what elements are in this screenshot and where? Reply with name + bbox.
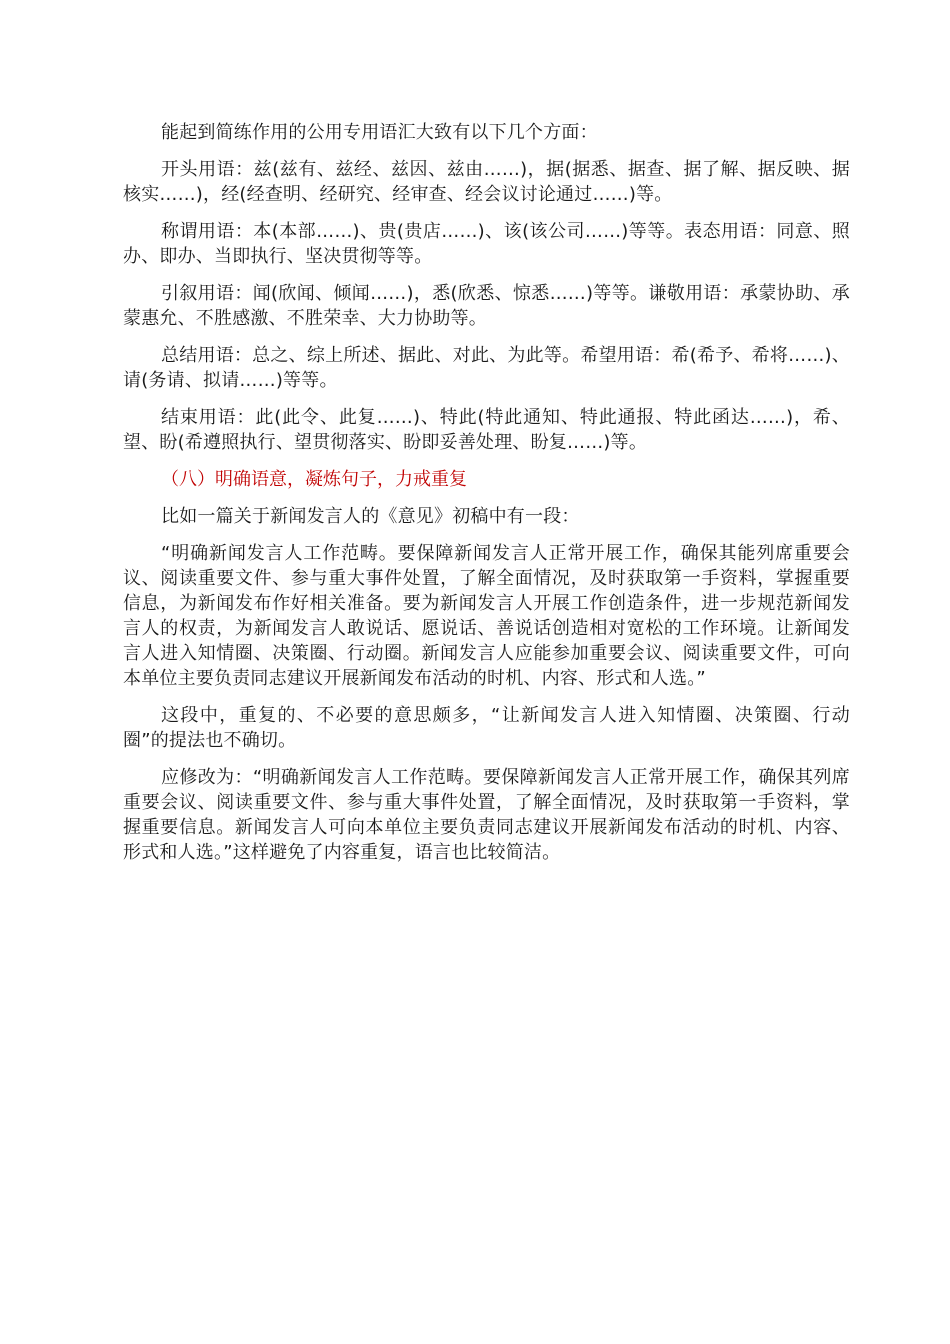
critique-paragraph: 这段中，重复的、不必要的意思颇多，“让新闻发言人进入知情圈、决策圈、行动圈”的提法也不确切。: [123, 705, 850, 751]
opening-terms-paragraph: 开头用语：兹(兹有、兹经、兹因、兹由……)，据(据悉、据查、据了解、据反映、据核实……)，经(经查明、经研究、经审查、经会议讨论通过……)等。: [123, 159, 850, 205]
revision-paragraph: 应修改为：“明确新闻发言人工作范畴。要保障新闻发言人正常开展工作，确保其列席重要会议、阅读重要文件、参与重大事件处置，了解全面情况，及时获取第一手资料，掌握重要信息。新闻发言人可向本单位主要负责同志建议开展新闻发布活动的时机、内容、形式和人选。”这样避免了内容重复，语言也比较简洁。: [123, 767, 850, 863]
draft-quote-paragraph: “明确新闻发言人工作范畴。要保障新闻发言人正常开展工作，确保其能列席重要会议、阅读重要文件、参与重大事件处置，了解全面情况，及时获取第一手资料，掌握重要信息，为新闻发布作好相关准备。要为新闻发言人开展工作创造条件，进一步规范新闻发言人的权责，为新闻发言人敢说话、愿说话、善说话创造相对宽松的工作环境。让新闻发言人进入知情圈、决策圈、行动圈。新闻发言人应能参加重要会议、阅读重要文件，可向本单位主要负责同志建议开展新闻发布活动的时机、内容、形式和人选。”: [123, 543, 850, 689]
summary-terms-paragraph: 总结用语：总之、综上所述、据此、对此、为此等。希望用语：希(希予、希将……)、请(务请、拟请……)等等。: [123, 345, 850, 391]
example-intro-paragraph: 比如一篇关于新闻发言人的《意见》初稿中有一段：: [161, 506, 580, 527]
intro-paragraph: 能起到简练作用的公用专用语汇大致有以下几个方面：: [161, 122, 598, 143]
citation-terms-paragraph: 引叙用语：闻(欣闻、倾闻……)，悉(欣悉、惊悉……)等等。谦敬用语：承蒙协助、承蒙惠允、不胜感激、不胜荣幸、大力协助等。: [123, 283, 850, 329]
section-heading: （八）明确语意，凝炼句子，力戒重复: [161, 469, 467, 490]
address-terms-paragraph: 称谓用语：本(本部……)、贵(贵店……)、该(该公司……)等等。表态用语：同意、照办、即办、当即执行、坚决贯彻等等。: [123, 221, 850, 267]
document-page: [123, 120, 850, 877]
closing-terms-paragraph: 结束用语：此(此令、此复……)、特此(特此通知、特此通报、特此函达……)，希、望、盼(希遵照执行、望贯彻落实、盼即妥善处理、盼复……)等。: [123, 407, 850, 453]
